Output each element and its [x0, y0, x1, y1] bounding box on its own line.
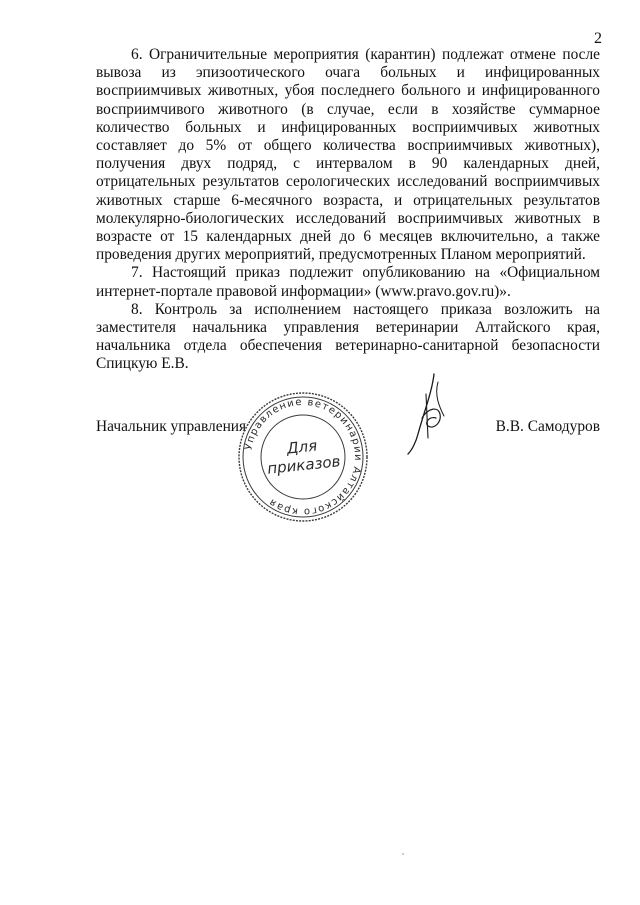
stamp-ring-text: Управление ветеринарии Алтайского края: [243, 396, 364, 518]
signature-block: [0, 392, 640, 532]
scan-speck: [402, 853, 404, 855]
paragraph-7: 7. Настоящий приказ подлежит опубликованию на «Официальном интернет-портале правовой информации» (www.pravo.gov.ru)».: [96, 264, 600, 300]
signer-title: Начальник управления: [96, 418, 247, 435]
stamp-seal: [236, 390, 370, 524]
handwritten-signature: [404, 372, 452, 456]
paragraph-8: 8. Контроль за исполнением настоящего приказа возложить на заместителя начальника управления ветеринарии Алтайского края, начальника отдела обеспечения ветеринарно-санитарной безопасности Спицкую Е.В.: [96, 300, 600, 373]
signer-name: В.В. Самодуров: [495, 418, 600, 435]
stamp-center-line1: Для: [285, 436, 318, 458]
page-number: 2: [594, 30, 602, 47]
paragraph-6: 6. Ограничительные мероприятия (карантин) подлежат отмене после вывоза из эпизоотического очага больных и инфицированных восприимчивых животных, убоя последнего больного и инфицированного восприимчивого животного (в случае, если в хозяйстве суммарное количество больных и инфицированных восприимчивых животных составляет до 5% от общего количества восприимчивых животных), получения двух подряд, с интервалом в 90 календарных дней, отрицательных результатов серологических исследований восприимчивых животных старше 6-месячного возраста, и отрицательных результатов молекулярно-биологических исследований восприимчивых животных в возрасте от 15 календарных дней до 6 месяцев включительно, а также проведения других мероприятий, предусмотренных Планом мероприятий.: [96, 46, 600, 264]
stamp-center-line2: приказов: [266, 452, 342, 478]
document-body: [96, 46, 600, 374]
